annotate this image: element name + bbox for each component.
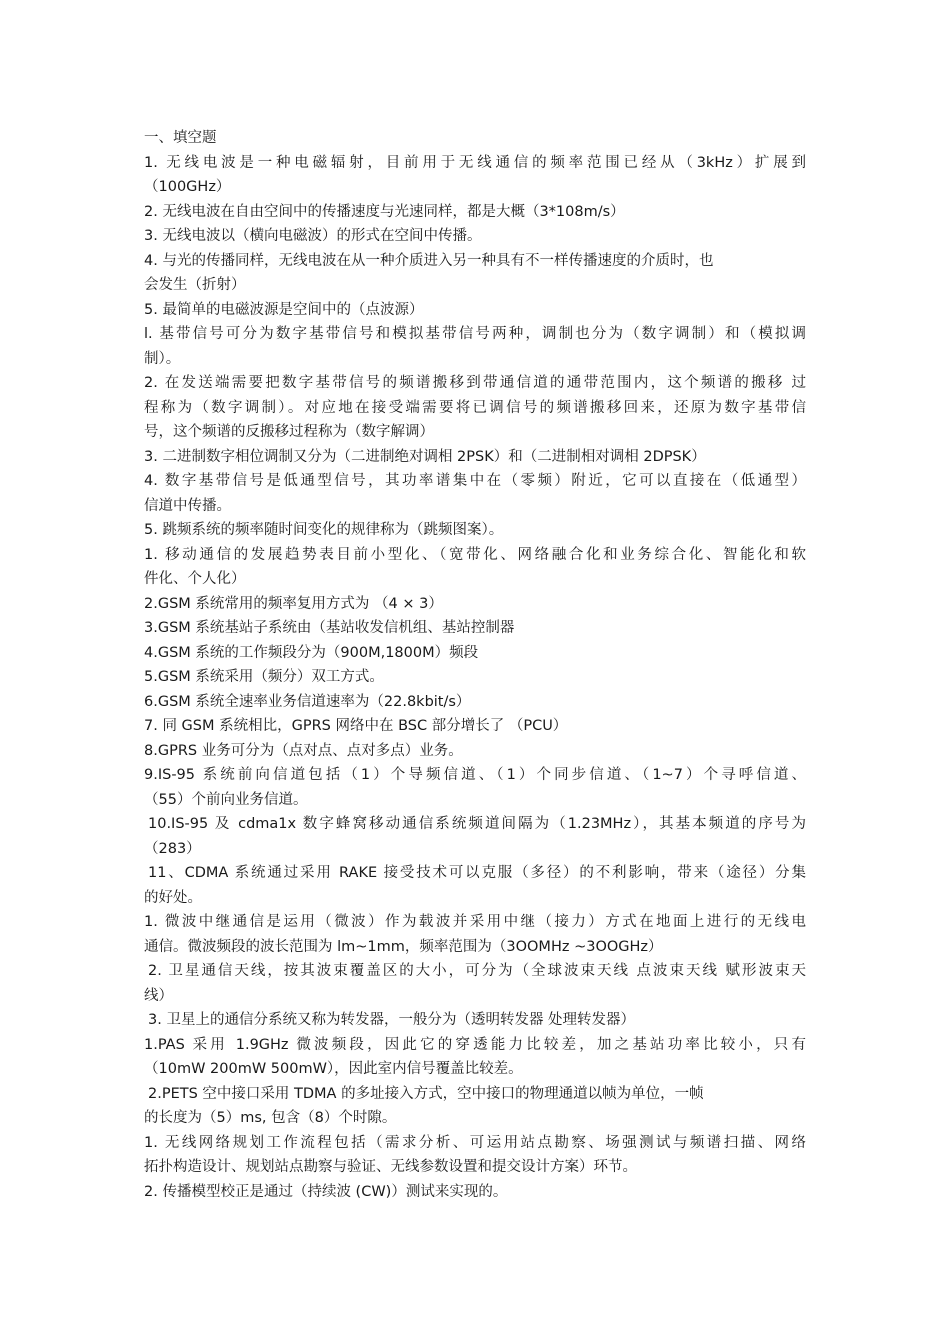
text-line: （283） <box>144 840 201 857</box>
text-line: 3.GSM 系统基站子系统由（基站收发信机组、基站控制器 <box>144 620 515 636</box>
text-line: 8.GPRS 业务可分为（点对点、点对多点）业务。 <box>144 742 463 759</box>
text-line: 会发生（折射） <box>144 277 246 293</box>
text-line: 5. 跳频系统的频率随时间变化的规律称为（跳频图案）。 <box>144 522 504 538</box>
text-line: 件化、个人化） <box>144 571 246 587</box>
text-line: （100GHz） <box>144 179 231 195</box>
text-line: 号，这个频谱的反搬移过程称为（数字解调） <box>144 424 434 440</box>
text-line: 5.GSM 系统采用（频分）双工方式。 <box>144 669 384 685</box>
text-line: 的好处。 <box>144 889 202 906</box>
text-line: 2.GSM 系统常用的频率复用方式为 （4 × 3） <box>144 595 443 612</box>
text-line: 程称为（数字调制）。对应地在接受端需要将已调信号的频谱搬移回来，还原为数字基带信 <box>144 399 806 416</box>
text-line: 2. 无线电波在自由空间中的传播速度与光速同样，都是大概（3*108m/s） <box>144 203 625 220</box>
text-line: 7. 同 GSM 系统相比，GPRS 网络中在 BSC 部分增长了 （PCU） <box>144 718 568 734</box>
text-line: 1. 无线电波是一种电磁辐射，目前用于无线通信的频率范围已经从（3kHz）扩展到 <box>144 154 806 171</box>
text-line: 线） <box>144 987 173 1004</box>
text-line: 2. 卫星通信天线，按其波束覆盖区的大小，可分为（全球波束天线 点波束天线 赋形波束天 <box>148 963 806 979</box>
text-line: 3. 二进制数字相位调制又分为（二进制绝对调相 2PSK）和（二进制相对调相 2DPSK） <box>144 448 706 465</box>
section-heading: 一、填空题 <box>144 130 217 146</box>
text-line: 2. 传播模型校正是通过（持续波 (CW)）测试来实现的。 <box>144 1183 508 1200</box>
text-line: 通信。微波频段的波长范围为 lm~1mm，频率范围为（3OOMHz ~3OOGHz） <box>144 938 663 955</box>
text-line: 5. 最简单的电磁波源是空间中的（点波源） <box>144 301 424 318</box>
text-line: 4.GSM 系统的工作频段分为（900M,1800M）频段 <box>144 644 479 661</box>
document-body <box>144 126 806 1204</box>
text-line: 3. 卫星上的通信分系统又称为转发器，一般分为（透明转发器 处理转发器） <box>148 1012 636 1028</box>
text-line: 6.GSM 系统全速率业务信道速率为（22.8kbit/s） <box>144 693 471 710</box>
text-line: 1. 微波中继通信是运用（微波）作为载波并采用中继（接力）方式在地面上进行的无线电 <box>144 914 806 930</box>
text-line: 的长度为（5）ms, 包含（8）个时隙。 <box>144 1110 397 1126</box>
text-line: 1. 无线网络规划工作流程包括（需求分析、可运用站点勘察、场强测试与频谱扫描、网络 <box>144 1134 806 1151</box>
text-line: 3. 无线电波以（横向电磁波）的形式在空间中传播。 <box>144 228 482 244</box>
text-line: 信道中传播。 <box>144 497 231 514</box>
text-line: 拓扑构造设计、规划站点勘察与验证、无线参数设置和提交设计方案）环节。 <box>144 1159 637 1175</box>
text-line: 2.PETS 空中接口采用 TDMA 的多址接入方式，空中接口的物理通道以帧为单位，一帧 <box>148 1085 704 1102</box>
text-line: 10.IS-95 及 cdma1x 数字蜂窝移动通信系统频道间隔为（1.23MHz），其基本频道的序号为 <box>148 816 806 832</box>
text-line: 2. 在发送端需要把数字基带信号的频谱搬移到带通信道的通带范围内，这个频谱的搬移 过 <box>144 375 806 391</box>
text-line: （10mW 200mW 500mW），因此室内信号覆盖比较差。 <box>144 1061 523 1077</box>
text-line: l. 基带信号可分为数字基带信号和模拟基带信号两种，调制也分为（数字调制）和（模拟调 <box>144 326 806 342</box>
text-line: 4. 数字基带信号是低通型信号，其功率谱集中在（零频）附近，它可以直接在（低通型） <box>144 473 806 489</box>
text-line: 11、CDMA 系统通过采用 RAKE 接受技术可以克服（多径）的不利影响，带来（途径）分集 <box>148 865 806 881</box>
text-line: （55）个前向业务信道。 <box>144 791 308 808</box>
text-line: 4. 与光的传播同样，无线电波在从一种介质进入另一种具有不一样传播速度的介质时，也 <box>144 252 714 269</box>
text-line: 9.IS-95 系统前向信道包括（1）个导频信道、（1）个同步信道、（1~7）个寻呼信道、 <box>144 767 806 783</box>
text-line: 1. 移动通信的发展趋势表目前小型化、（宽带化、网络融合化和业务综合化、智能化和软 <box>144 546 806 563</box>
text-line: 1.PAS 采用 1.9GHz 微波频段，因此它的穿透能力比较差，加之基站功率比较小，只有 <box>144 1036 806 1053</box>
text-line: 制）。 <box>144 350 181 367</box>
